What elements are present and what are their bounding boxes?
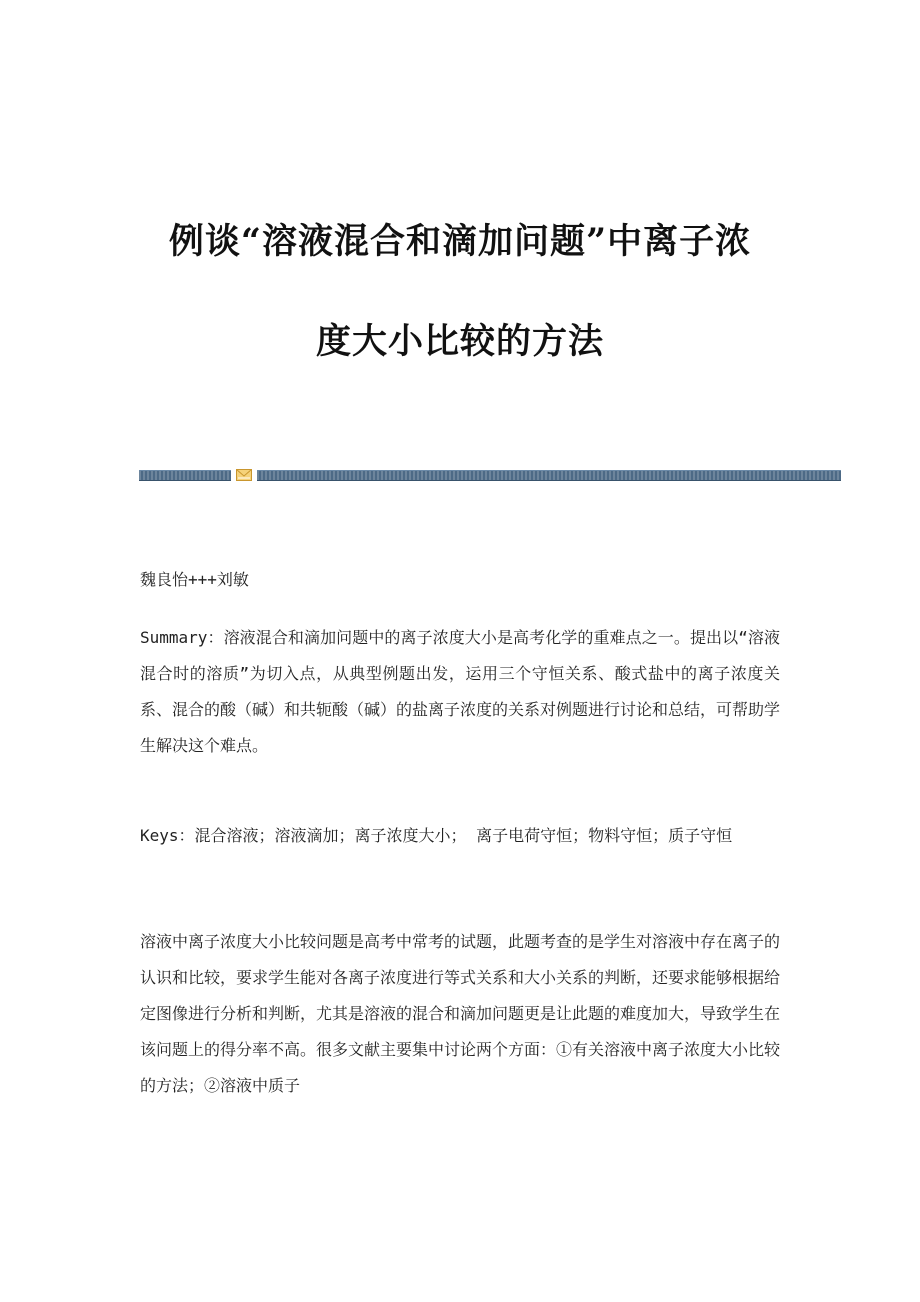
title-divider-right xyxy=(257,470,841,481)
document-title-line-1: 例谈“溶液混合和滴加问题”中离子浓 xyxy=(168,221,752,262)
document-title-line-2: 度大小比较的方法 xyxy=(315,321,604,362)
summary-paragraph: Summary：溶液混合和滴加问题中的离子浓度大小是高考化学的重难点之一。提出以“溶液混合时的溶质”为切入点，从典型例题出发，运用三个守恒关系、酸式盐中的离子浓度关系、混合的酸（碱）和共轭酸（碱）的盐离子浓度的关系对例题进行讨论和总结，可帮助学生解决这个难点。 xyxy=(140,628,781,755)
keywords-paragraph: Keys：混合溶液；溶液滴加；离子浓度大小； 离子电荷守恒；物料守恒；质子守恒 xyxy=(140,826,733,845)
intro-paragraph: 溶液中离子浓度大小比较问题是高考中常考的试题，此题考查的是学生对溶液中存在离子的认识和比较，要求学生能对各离子浓度进行等式关系和大小关系的判断，还要求能够根据给定图像进行分析和判断，尤其是溶液的混合和滴加问题更是让此题的难度加大，导致学生在该问题上的得分率不高。很多文献主要集中讨论两个方面：①有关溶液中离子浓度大小比较的方法；②溶液中质子 xyxy=(140,932,781,1095)
title-divider-left xyxy=(139,470,231,481)
authors: 魏良怡+++刘敏 xyxy=(140,570,249,589)
envelope-ornament-icon xyxy=(236,469,252,481)
